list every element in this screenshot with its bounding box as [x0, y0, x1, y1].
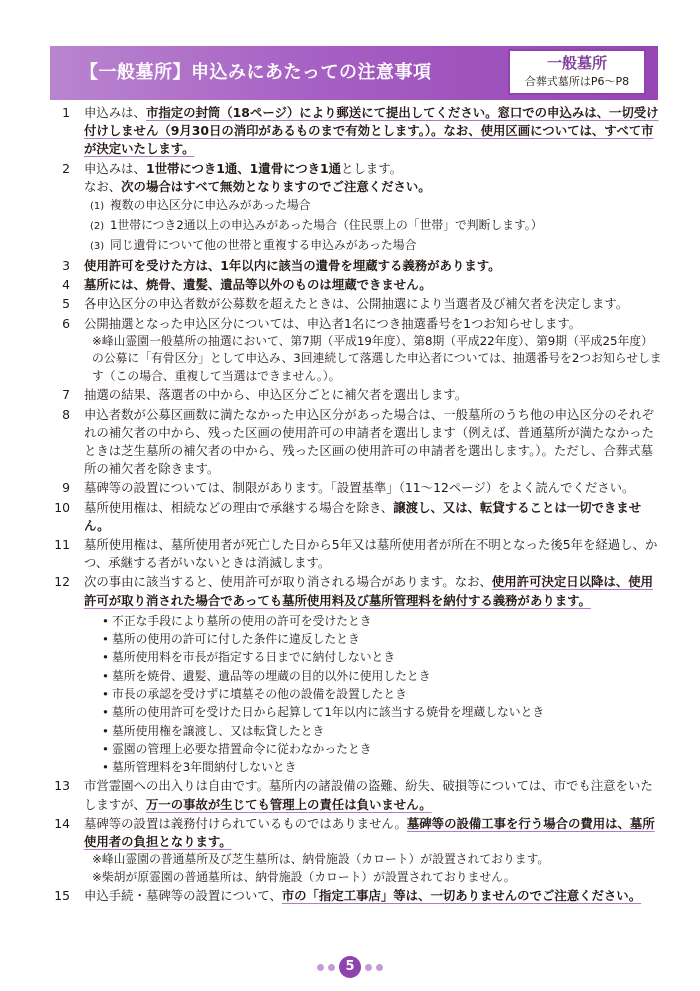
item-number: 3	[62, 258, 70, 274]
page-footer	[0, 955, 700, 979]
notice-item	[50, 104, 662, 159]
item-number: 12	[54, 574, 70, 590]
item-text	[84, 479, 662, 497]
sub-text: 複数の申込区分に申込みがあった場合	[110, 198, 311, 213]
item-text	[84, 777, 662, 813]
item-text-segment: 使用許可を受けた方は、1年以内に該当の遺骨を埋蔵する義務があります。	[84, 258, 501, 274]
badge-title: 一般墓所	[546, 54, 607, 72]
item-text-segment: 申込手続・墓碑等の設置について、	[84, 888, 282, 904]
item-text	[84, 257, 662, 275]
bullet-item: • 墓所使用権を譲渡し、又は転貸したとき	[102, 722, 662, 740]
decor-dot	[376, 964, 383, 971]
bullet-item: • 霊園の管理上必要な措置命令に従わなかったとき	[102, 740, 662, 758]
sub-condition	[84, 196, 662, 216]
item-text	[84, 160, 662, 178]
item-text-segment: 市の「指定工事店」等は、一切ありませんのでご注意ください。	[281, 888, 642, 904]
item-text	[84, 573, 662, 609]
item-text-segment: 市営霊園への出入りは自由です。墓所内の諸設備の盗難、紛失、破損等については、市でも注意をいたしますが、	[84, 778, 653, 812]
item-text	[84, 276, 662, 294]
item-number: 8	[62, 406, 70, 422]
bullet-item: • 墓所使用料を市長が指定する日までに納付しないとき	[102, 648, 662, 666]
item-number: 13	[54, 778, 70, 794]
item-text-segment: なお、	[84, 178, 122, 194]
page-number: 5	[339, 956, 361, 978]
item-text-segment: 墓所使用権は、相続などの理由で承継する場合を除き、	[84, 499, 394, 515]
item-text-segment: 公開抽選となった申込区分については、申込者1名につき抽選番号を1つお知らせします。	[84, 315, 582, 331]
notice-item	[50, 257, 662, 275]
notice-item	[50, 315, 662, 386]
item-number: 2	[62, 160, 70, 176]
footnote: ※峰山霊園の普通墓所及び芝生墓所は、納骨施設（カロート）が設置されております。	[92, 852, 550, 867]
item-text-segment: とします。	[341, 160, 402, 176]
bullet-item: • 墓所の使用許可を受けた日から起算して1年以内に該当する焼骨を埋蔵しないとき	[102, 703, 662, 721]
sub-condition	[84, 236, 662, 256]
item-text	[84, 887, 662, 905]
bullet-item: • 墓所の使用の許可に付した条件に違反したとき	[102, 630, 662, 648]
item-text	[84, 295, 662, 313]
item-number: 11	[54, 536, 70, 552]
item-text	[84, 406, 662, 479]
notice-item	[50, 887, 662, 905]
sub-marker: (2)	[90, 221, 105, 233]
item-text-segment: 使用許可決定日以降は、使用許可が取り消された場合であっても墓所使用料及び墓所管理料を納付する義務があります。	[84, 574, 653, 608]
notice-item	[50, 777, 662, 813]
decor-dot	[317, 964, 324, 971]
item-text	[84, 499, 662, 535]
decor-dot	[328, 964, 335, 971]
section-title: 【一般墓所】申込みにあたっての注意事項	[80, 62, 432, 83]
item-number: 10	[54, 499, 70, 515]
notice-item	[50, 499, 662, 535]
notice-item	[50, 573, 662, 776]
item-text	[84, 386, 662, 404]
bullet-list	[84, 612, 662, 777]
item-text-segment: なお、使用区画については、すべて市が決定いたします。	[84, 123, 654, 157]
item-text-segment: 次の場合はすべて無効となりますのでご注意ください。	[121, 178, 431, 194]
notice-item	[50, 815, 662, 886]
item-text-segment: 申込みは、	[84, 160, 146, 176]
notice-item	[50, 386, 662, 404]
item-number: 5	[62, 296, 70, 312]
section-header	[50, 46, 658, 100]
item-text-segment: 譲渡し、又は、転貸することは一切できません。	[84, 499, 642, 533]
footnote: ※柴胡が原霊園の普通墓所は、納骨施設（カロート）が設置されておりません。	[92, 869, 516, 884]
item-text-segment: 申込みは、	[84, 105, 146, 120]
item-number: 4	[62, 277, 70, 293]
bullet-item: • 不正な手段により墓所の使用の許可を受けたとき	[102, 612, 662, 630]
sub-text: 同じ遺骨について他の世帯と重複する申込みがあった場合	[110, 238, 417, 253]
item-text-segment: 各申込区分の申込者数が公募数を超えたときは、公開抽選により当選者及び補欠者を決定します。	[84, 296, 629, 312]
badge-subtitle: 合葬式墓所はP6～P8	[524, 75, 630, 88]
item-text-segment: 墓碑等の設置については、制限があります。「設置基準」（11～12ページ）をよく読んでください。	[84, 480, 635, 496]
item-number: 9	[62, 480, 70, 496]
notice-item	[50, 536, 662, 572]
item-text-segment: 墓所使用権は、墓所使用者が死亡した日から5年又は墓所使用者が所在不明となった後5年を経過し、かつ、承継する者がいないときは消滅します。	[84, 536, 658, 571]
item-text	[84, 536, 662, 572]
notice-item	[50, 295, 662, 313]
item-text-segment: 墓碑等の設置は義務付けられているものではありません。	[84, 815, 407, 831]
item-extra-text	[84, 178, 662, 196]
item-number: 7	[62, 387, 70, 403]
notice-item	[50, 160, 662, 256]
bullet-item: • 墓所を焼骨、遺髪、遺品等の埋蔵の目的以外に使用したとき	[102, 667, 662, 685]
item-text	[84, 315, 662, 333]
bullet-item: • 墓所管理料を3年間納付しないとき	[102, 758, 662, 776]
item-text-segment: 墓所には、焼骨、遺髪、遺品等以外のものは埋蔵できません。	[84, 277, 432, 293]
item-text-segment: 次の事由に該当すると、使用許可が取り消される場合があります。なお、	[84, 574, 492, 590]
notice-item	[50, 276, 662, 294]
item-text-segment: 墓碑等の設備工事を行う場合の費用は、墓所使用者の負担となります。	[84, 815, 655, 850]
item-text	[84, 104, 662, 159]
item-number: 15	[54, 888, 70, 904]
sub-text: 1世帯につき2通以上の申込みがあった場合（住民票上の「世帯」で判断します。）	[110, 218, 543, 233]
item-text-segment: 抽選の結果、落選者の中から、申込区分ごとに補欠者を選出します。	[84, 387, 468, 403]
item-number: 14	[54, 815, 70, 831]
notice-item	[50, 406, 662, 479]
notice-item	[50, 479, 662, 497]
item-text-segment: 万一の事故が生じても管理上の責任は負いません。	[145, 796, 432, 812]
item-text-segment: 市指定の封筒（18ページ）により郵送にて提出してください。窓口での申込みは、一切受け付けしません（9月30日の消印があるものまで有効とします。）。	[84, 105, 659, 139]
sub-marker: (1)	[90, 201, 105, 213]
decor-dot	[365, 964, 372, 971]
category-badge	[508, 49, 646, 95]
item-text-segment: 申込者数が公募区画数に満たなかった申込区分があった場合は、一般墓所のうち他の申込区分のそれぞれの補欠者の中から、残った区画の使用許可の申請者を選出します（例えば、普通墓所が満たなかったときは芝生墓所の補欠者の中から、残った区画の使用許可の申請者を選出します。）。ただし、合葬式墓所の補欠者を除きます。	[84, 406, 654, 477]
item-number: 1	[62, 105, 70, 120]
item-number: 6	[62, 315, 70, 331]
sub-condition	[84, 216, 662, 236]
item-text-segment: 1世帯につき1通、1遺骨につき1通	[145, 160, 342, 176]
sub-marker: (3)	[90, 241, 105, 253]
notice-list	[50, 104, 662, 906]
bullet-item: • 市長の承認を受けずに墳墓その他の設備を設置したとき	[102, 685, 662, 703]
item-text	[84, 815, 662, 851]
footnote: ※峰山霊園一般墓所の抽選において、第7期（平成19年度）、第8期（平成22年度）、第9期（平成25年度）の公募に「有骨区分」として申込み、3回連続して落選した申込者については、抽選番号を2つお知らせします（この場合、重複して当選はできません。）。	[92, 333, 662, 383]
